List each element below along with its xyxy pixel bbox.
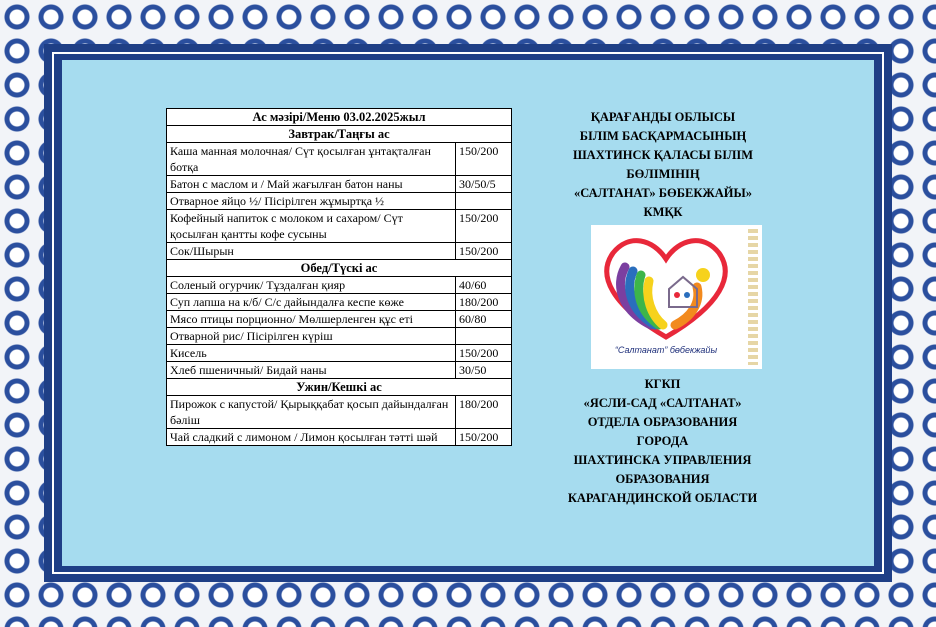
org-ru-line: ОБРАЗОВАНИЯ bbox=[615, 472, 710, 486]
org-ru-line: ГОРОДА bbox=[636, 434, 689, 448]
org-kz-line: КМҚК bbox=[643, 205, 683, 219]
org-kz-line: БІЛІМ БАСҚАРМАСЫНЫҢ bbox=[579, 129, 747, 143]
table-row bbox=[167, 396, 512, 429]
table-row bbox=[167, 176, 512, 193]
org-kz-line: ҚАРАҒАНДЫ ОБЛЫСЫ bbox=[590, 110, 736, 124]
table-row bbox=[167, 362, 512, 379]
table-row bbox=[167, 193, 512, 210]
section-dinner-title-cell: Ужин/Кешкі ас bbox=[167, 379, 512, 396]
dish-name: Каша манная молочная/ Сүт қосылған ұнтақталған ботқа bbox=[167, 143, 456, 176]
menu-title bbox=[167, 109, 512, 126]
section-breakfast-title bbox=[167, 126, 512, 143]
dish-name: Пирожок с капустой/ Қырыққабат қосып дайындалған бәліш bbox=[167, 396, 456, 429]
org-heading-ru bbox=[535, 375, 790, 508]
section-lunch-title-cell: Обед/Түскі ас bbox=[167, 260, 512, 277]
dish-name: Кисель bbox=[167, 345, 456, 362]
org-ru-line: ОТДЕЛА ОБРАЗОВАНИЯ bbox=[587, 415, 738, 429]
org-kz-line: БӨЛІМІНІҢ bbox=[626, 167, 700, 181]
menu-table bbox=[166, 108, 512, 446]
dish-portion: 40/60 bbox=[456, 277, 512, 294]
org-kz-line: «САЛТАНАТ» БӨБЕКЖАЙЫ» bbox=[573, 186, 753, 200]
dish-name: Отварное яйцо ½/ Пісірілген жұмыртқа ½ bbox=[167, 193, 456, 210]
dish-portion: 180/200 bbox=[456, 396, 512, 429]
dish-name: Мясо птицы порционно/ Мөлшерленген құс еті bbox=[167, 311, 456, 328]
dish-name: Сок/Шырын bbox=[167, 243, 456, 260]
dish-portion: 150/200 bbox=[456, 143, 512, 176]
table-row bbox=[167, 311, 512, 328]
table-row bbox=[167, 277, 512, 294]
dish-portion: 150/200 bbox=[456, 243, 512, 260]
logo-heart-icon bbox=[591, 225, 741, 345]
org-ru-line: КАРАГАНДИНСКОЙ ОБЛАСТИ bbox=[567, 491, 758, 505]
table-row bbox=[167, 429, 512, 446]
dish-name: Чай сладкий с лимоном / Лимон қосылған тәтті шәй bbox=[167, 429, 456, 446]
dish-portion: 150/200 bbox=[456, 210, 512, 243]
dish-portion: 180/200 bbox=[456, 294, 512, 311]
org-kz-line: ШАХТИНСК ҚАЛАСЫ БІЛІМ bbox=[572, 148, 754, 162]
dish-name: Батон с маслом и / Май жағылған батон наны bbox=[167, 176, 456, 193]
table-row bbox=[167, 345, 512, 362]
dish-name: Кофейный напиток с молоком и сахаром/ Сүт қосылған қантты кофе сусыны bbox=[167, 210, 456, 243]
dish-name: Соленый огурчик/ Тұздалған қияр bbox=[167, 277, 456, 294]
org-ru-line: ШАХТИНСКА УПРАВЛЕНИЯ bbox=[573, 453, 752, 467]
section-lunch-title bbox=[167, 260, 512, 277]
dish-name: Суп лапша на к/б/ С/с дайындалға кеспе көже bbox=[167, 294, 456, 311]
section-breakfast-title-cell: Завтрак/Таңғы ас bbox=[167, 126, 512, 143]
dish-portion: 30/50/5 bbox=[456, 176, 512, 193]
logo-ornament-strip bbox=[748, 229, 758, 365]
org-heading-kz bbox=[538, 108, 788, 222]
kindergarten-logo bbox=[591, 225, 762, 369]
dish-portion: 30/50 bbox=[456, 362, 512, 379]
dish-name: Хлеб пшеничный/ Бидай наны bbox=[167, 362, 456, 379]
table-row bbox=[167, 243, 512, 260]
org-ru-line: «ЯСЛИ-САД «САЛТАНАТ» bbox=[583, 396, 742, 410]
table-row bbox=[167, 328, 512, 345]
dish-portion: 150/200 bbox=[456, 429, 512, 446]
table-row bbox=[167, 294, 512, 311]
dish-portion bbox=[456, 328, 512, 345]
dish-name: Отварной рис/ Пісірілген күріш bbox=[167, 328, 456, 345]
dish-portion: 150/200 bbox=[456, 345, 512, 362]
table-row bbox=[167, 143, 512, 176]
org-ru-line: КГКП bbox=[644, 377, 681, 391]
table-row bbox=[167, 210, 512, 243]
dish-portion bbox=[456, 193, 512, 210]
dish-portion: 60/80 bbox=[456, 311, 512, 328]
menu-title-cell: Ас мәзірі/Меню 03.02.2025жыл bbox=[167, 109, 512, 126]
section-dinner-title bbox=[167, 379, 512, 396]
logo-caption: “Салтанат” бөбекжайы bbox=[614, 345, 718, 355]
